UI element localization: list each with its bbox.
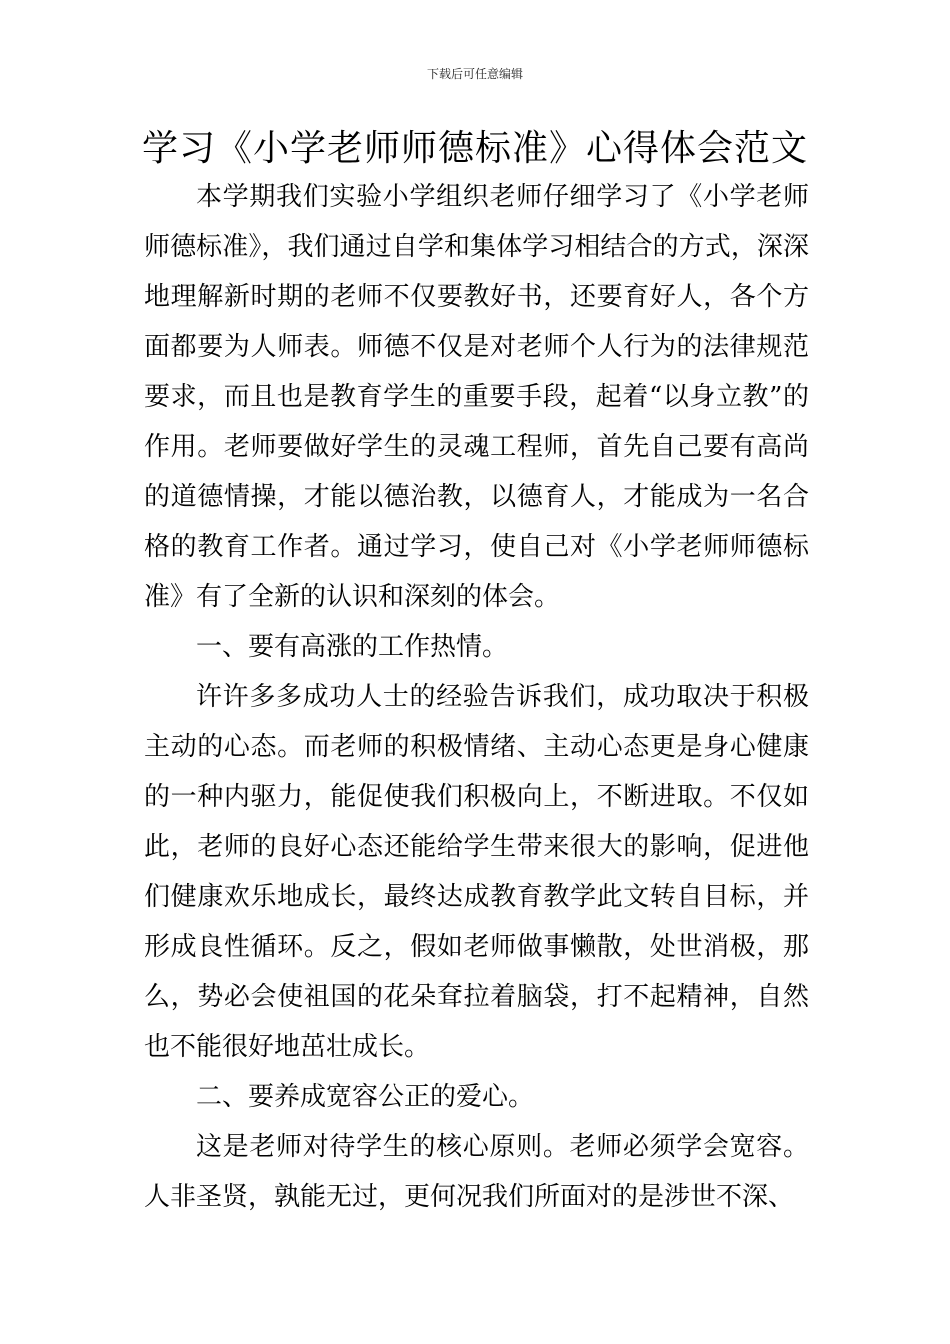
section-heading-1: 一、要有高涨的工作热情。 xyxy=(196,632,509,662)
header-note: 下载后可任意编辑 xyxy=(426,67,523,81)
document-body xyxy=(144,172,809,1222)
paragraph-section-1: 许许多多成功人士的经验告诉我们，成功取决于积极主动的心态。而老师的积极情绪、主动心态更是身心健康的一种内驱力，能促使我们积极向上，不断进取。不仅如此，老师的良好心态还能给学生带来很大的影响，促进他们健康欢乐地成长，最终达成教育教学此文转自目标，并形成良性循环。反之，假如老师做事懒散，处世消极，那么，势必会使祖国的花朵耷拉着脑袋，打不起精神，自然也不能很好地茁壮成长。 xyxy=(144,682,809,1062)
paragraph-section-2: 这是老师对待学生的核心原则。老师必须学会宽容。人非圣贤，孰能无过，更何况我们所面对的是涉世不深、 xyxy=(144,1132,809,1212)
document-title: 学习《小学老师师德标准》心得体会范文 xyxy=(141,128,808,169)
section-heading-2: 二、要养成宽容公正的爱心。 xyxy=(196,1082,535,1112)
paragraph-intro: 本学期我们实验小学组织老师仔细学习了《小学老师师德标准》，我们通过自学和集体学习相结合的方式，深深地理解新时期的老师不仅要教好书，还要育好人，各个方面都要为人师表。师德不仅是对老师个人行为的法律规范要求，而且也是教育学生的重要手段，起着“以身立教”的作用。老师要做好学生的灵魂工程师，首先自己要有高尚的道德情操，才能以德治教，以德育人，才能成为一名合格的教育工作者。通过学习，使自己对《小学老师师德标准》有了全新的认识和深刻的体会。 xyxy=(144,182,809,612)
